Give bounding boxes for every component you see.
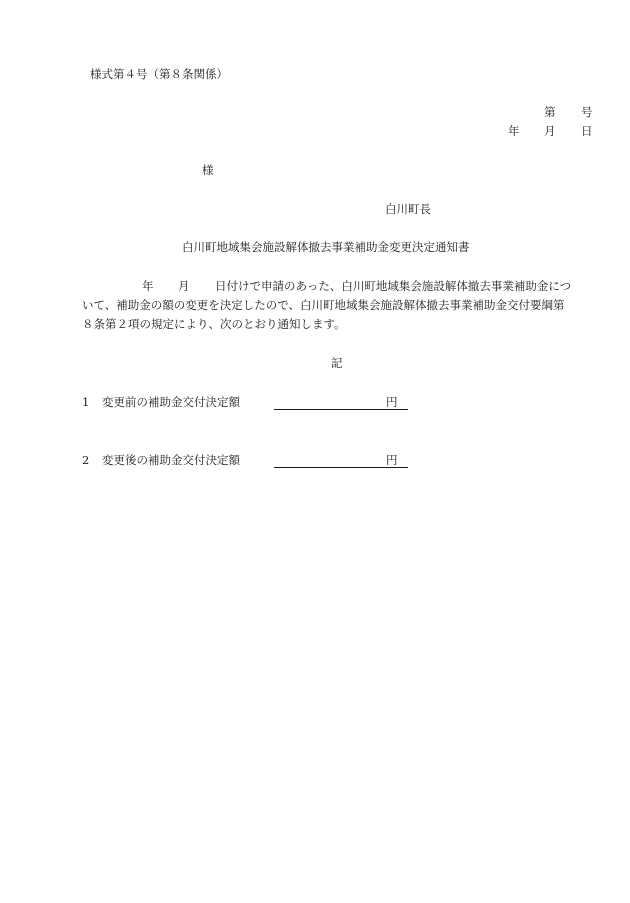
item-1-number: 1 [82,395,90,409]
body-month: 月 [178,279,190,293]
doc-number-gou: 号 [581,105,593,119]
date-day: 日 [581,124,593,138]
item-1-label: 変更前の補助金交付決定額 [102,395,240,409]
ki-heading: 記 [331,356,343,370]
form-label: 様式第４号（第８条関係） [90,67,228,81]
doc-number-dai: 第 [544,105,556,119]
item-1-unit: 円 [386,395,398,409]
document-title: 白川町地域集会施設解体撤去事業補助金変更決定通知書 [182,240,470,254]
date-year: 年 [508,124,520,138]
item-2-number: 2 [82,453,90,467]
recipient-suffix: 様 [202,163,214,177]
body-year: 年 [142,279,154,293]
sender-name: 白川町長 [385,202,431,216]
body-line-1: 日付けで申請のあった、白川町地域集会施設解体撤去事業補助金につ [215,279,572,293]
item-2-unit: 円 [386,453,398,467]
body-line-2: いて、補助金の額の変更を決定したので、白川町地域集会施設解体撤去事業補助金交付要綱第 [82,298,565,312]
date-month: 月 [544,124,556,138]
body-line-3: ８条第２項の規定により、次のとおり通知します。 [82,317,346,331]
item-2-label: 変更後の補助金交付決定額 [102,453,240,467]
